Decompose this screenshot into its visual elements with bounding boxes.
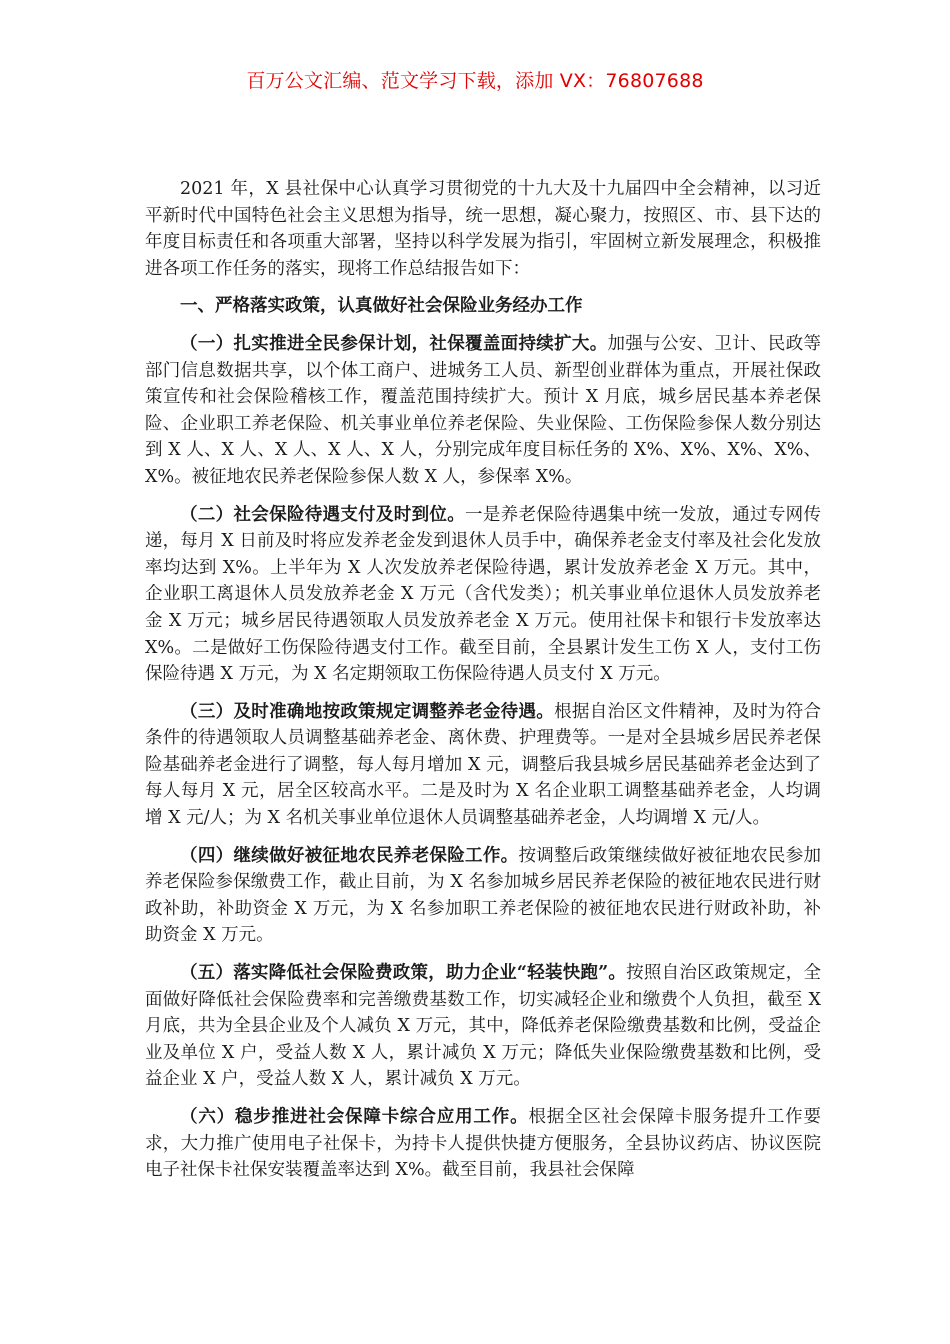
section-body-2: 一是养老保险待遇集中统一发放，通过专网传递，每月 X 日前及时将应发养老金发到退休人员手中，确保养老金支付率及社会化发放率均达到 X%。上半年为 X 人次发放养老保险待遇，累计发放养老金 X 万元。其中，企业职工离退休人员发放养老金 X 万元（含代发类）；机关事业单位退休人员发放养老金 X 万元；城乡居民待遇领取人员发放养老金 X 万元。使用社保卡和银行卡发放率达 X%。二是做好工伤保险待遇支付工作。截至目前，全县累计发生工伤 X 人，支付工伤保险待遇 X 万元，为 X 名定期领取工伤保险待遇人员支付 X 万元。 bbox=[145, 504, 822, 685]
section-body-1: 加强与公安、卫计、民政等部门信息数据共享，以个体工商户、进城务工人员、新型创业群体为重点，开展社保政策宣传和社会保险稽核工作，覆盖范围持续扩大。预计 X 月底，城乡居民基本养老保险、企业职工养老保险、机关事业单位养老保险、失业保险、工伤保险参保人数分别达到 X 人、X 人、X 人、X 人、X 人，分别完成年度目标任务的 X%、X%、X%、X%、X%。被征地农民养老保险参保人数 X 人，参保率 X%。 bbox=[145, 333, 822, 487]
section-title-5: （五）落实降低社会保险费政策，助力企业“轻装快跑”。 bbox=[180, 963, 627, 984]
section-title-6: （六）稳步推进社会保障卡综合应用工作。 bbox=[180, 1107, 529, 1127]
section-body-6: 根据全区社会保障卡服务提升工作要求，大力推广使用电子社保卡，为持卡人提供快捷方便服务，全县协议药店、协议医院电子社保卡社保安装覆盖率达到 X%。截至目前，我县社会保障 bbox=[145, 1107, 822, 1181]
section-heading-1: 一、严格落实政策，认真做好社会保险业务经办工作 bbox=[180, 296, 583, 317]
section-body-4: 按调整后政策继续做好被征地农民参加养老保险参保缴费工作，截止目前，为 X 名参加城乡居民养老保险的被征地农民进行财政补助，补助资金 X 万元，为 X 名参加职工养老保险的被征地农民进行财政补助，补助资金 X 万元。 bbox=[145, 845, 822, 946]
section-title-3: （三）及时准确地按政策规定调整养老金待遇。 bbox=[180, 701, 555, 722]
section-body-5: 按照自治区政策规定，全面做好降低社会保险费率和完善缴费基数工作，切实减轻企业和缴费个人负担，截至 X 月底，共为全县企业及个人减负 X 万元，其中，降低养老保险缴费基数和比例，受益企业及单位 X 户，受益人数 X 人，累计减负 X 万元；降低失业保险缴费基数和比例，受益企业 X 户，受益人数 X 人，累计减负 X 万元。 bbox=[145, 963, 821, 1090]
section-paragraph-1 bbox=[145, 331, 821, 491]
section-title-4: （四）继续做好被征地农民养老保险工作。 bbox=[180, 845, 519, 866]
section-title-2: （二）社会保险待遇支付及时到位。 bbox=[180, 504, 466, 525]
section-title-1: （一）扎实推进全民参保计划，社保覆盖面持续扩大。 bbox=[180, 333, 608, 354]
section-paragraph-4 bbox=[145, 843, 821, 949]
section-body-3: 根据自治区文件精神，及时为符合条件的待遇领取人员调整基础养老金、离休费、护理费等。一是对全县城乡居民养老保险基础养老金进行了调整，每人每月增加 X 元，调整后我县城乡居民基础养老金达到了每人每月 X 元，居全区较高水平。二是及时为 X 名企业职工调整基础养老金，人均调增 X 元/人；为 X 名机关事业单位退休人员调整基础养老金，人均调增 X 元/人。 bbox=[145, 701, 822, 829]
section-paragraph-6 bbox=[145, 1104, 821, 1184]
section-paragraph-2 bbox=[145, 502, 821, 688]
watermark-banner: 百万公文汇编、范文学习下载，添加 VX：76807688 bbox=[246, 70, 704, 92]
document-body bbox=[145, 176, 821, 1195]
section-paragraph-3 bbox=[145, 699, 821, 832]
section-paragraph-5 bbox=[145, 960, 821, 1093]
intro-paragraph: 2021 年，X 县社保中心认真学习贯彻党的十九大及十九届四中全会精神，以习近平新时代中国特色社会主义思想为指导，统一思想，凝心聚力，按照区、市、县下达的年度目标责任和各项重大部署，坚持以科学发展为指引，牢固树立新发展理念，积极推进各项工作任务的落实，现将工作总结报告如下： bbox=[145, 179, 821, 279]
